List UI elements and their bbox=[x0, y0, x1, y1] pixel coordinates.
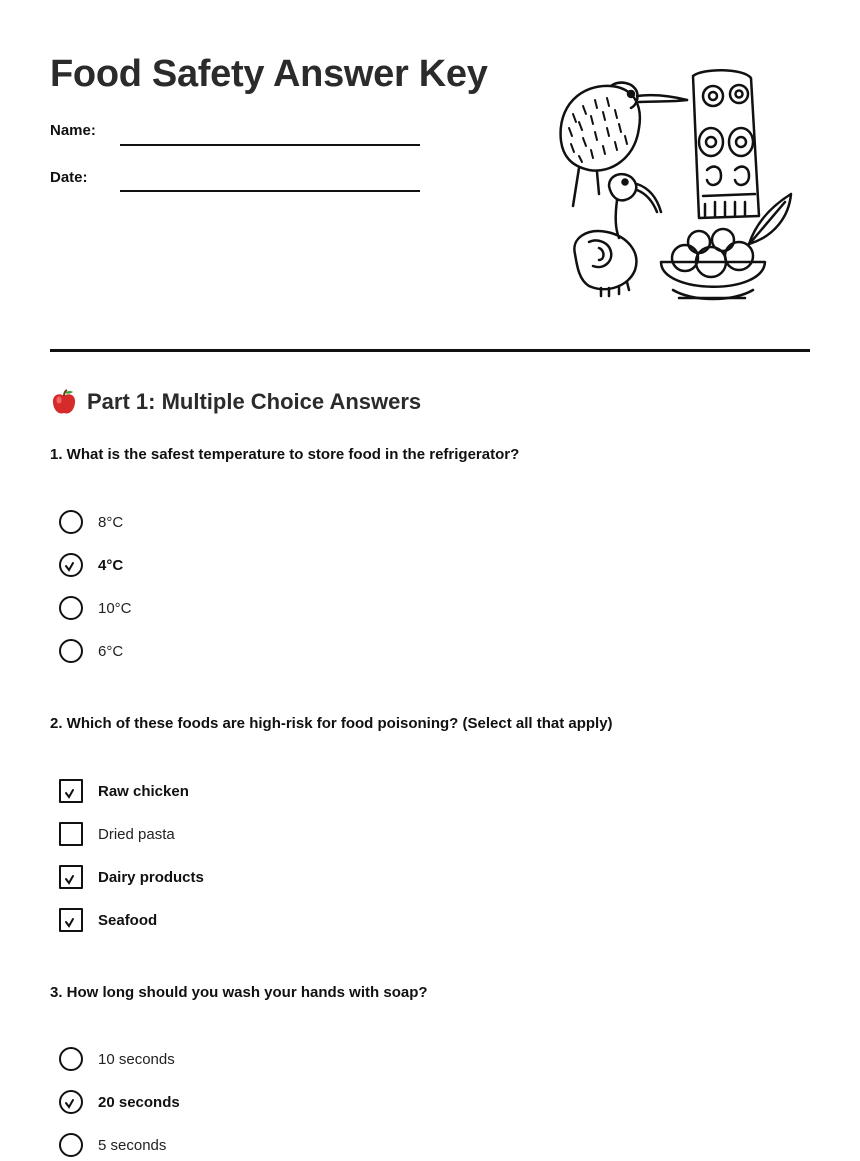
option-label: 8°C bbox=[98, 513, 124, 531]
question-1-option-2[interactable] bbox=[59, 552, 123, 578]
radio-button-selected[interactable] bbox=[59, 553, 83, 577]
checkbox-checked[interactable] bbox=[59, 865, 83, 889]
question-1-option-1[interactable] bbox=[59, 509, 123, 535]
apple-icon bbox=[50, 388, 78, 416]
kiwi-bird-sitting-icon bbox=[574, 231, 636, 296]
option-label-correct: Dairy products bbox=[98, 868, 204, 886]
checkbox[interactable] bbox=[59, 822, 83, 846]
option-label-correct: 4°C bbox=[98, 556, 124, 574]
section-title: Part 1: Multiple Choice Answers bbox=[87, 389, 422, 414]
question-2-option-2[interactable] bbox=[59, 821, 175, 847]
checkbox-checked[interactable] bbox=[59, 908, 83, 932]
question-2-option-4[interactable] bbox=[59, 907, 157, 933]
question-2-text: 2. Which of these foods are high-risk for food poisoning? (Select all that apply) bbox=[50, 715, 613, 732]
question-1-option-3[interactable] bbox=[59, 595, 132, 621]
question-3-text: 3. How long should you wash your hands with soap? bbox=[50, 984, 428, 1001]
radio-button[interactable] bbox=[59, 596, 83, 620]
radio-button[interactable] bbox=[59, 1047, 83, 1071]
checkbox-checked[interactable] bbox=[59, 779, 83, 803]
option-label: 6°C bbox=[98, 642, 124, 660]
option-label-correct: 20 seconds bbox=[98, 1093, 180, 1111]
checkmark-icon bbox=[61, 781, 81, 801]
radio-button[interactable] bbox=[59, 1133, 83, 1157]
question-1-text: 1. What is the safest temperature to store food in the refrigerator? bbox=[50, 446, 520, 463]
kiwi-bird-large-icon bbox=[561, 83, 687, 206]
option-label: 10°C bbox=[98, 599, 132, 617]
leaf-icon bbox=[749, 194, 791, 244]
section-heading bbox=[50, 388, 421, 416]
page-title: Food Safety Answer Key bbox=[50, 53, 488, 95]
radio-button-selected[interactable] bbox=[59, 1090, 83, 1114]
option-label: 5 seconds bbox=[98, 1136, 167, 1154]
question-3-option-2[interactable] bbox=[59, 1089, 180, 1115]
checkmark-icon bbox=[61, 867, 81, 887]
question-3-option-3[interactable] bbox=[59, 1132, 166, 1158]
option-label-correct: Seafood bbox=[98, 911, 158, 929]
checkmark-icon bbox=[61, 1092, 81, 1112]
option-label-correct: Raw chicken bbox=[98, 782, 189, 800]
question-2-option-3[interactable] bbox=[59, 864, 204, 890]
checkmark-icon bbox=[61, 910, 81, 930]
question-3-option-1[interactable] bbox=[59, 1046, 175, 1072]
carved-pou-icon bbox=[693, 70, 759, 218]
option-label: Dried pasta bbox=[98, 825, 175, 843]
option-label: 10 seconds bbox=[98, 1050, 175, 1068]
header-divider bbox=[50, 349, 810, 352]
question-1-option-4[interactable] bbox=[59, 638, 123, 664]
date-label: Date: bbox=[50, 169, 88, 186]
radio-button[interactable] bbox=[59, 639, 83, 663]
radio-button[interactable] bbox=[59, 510, 83, 534]
name-field-line[interactable] bbox=[120, 144, 420, 146]
checkmark-icon bbox=[61, 555, 81, 575]
date-field-line[interactable] bbox=[120, 190, 420, 192]
kiwi-illustration bbox=[553, 66, 798, 311]
name-label: Name: bbox=[50, 122, 96, 139]
kiwi-bird-small-icon bbox=[609, 174, 661, 238]
question-2-option-1[interactable] bbox=[59, 778, 189, 804]
